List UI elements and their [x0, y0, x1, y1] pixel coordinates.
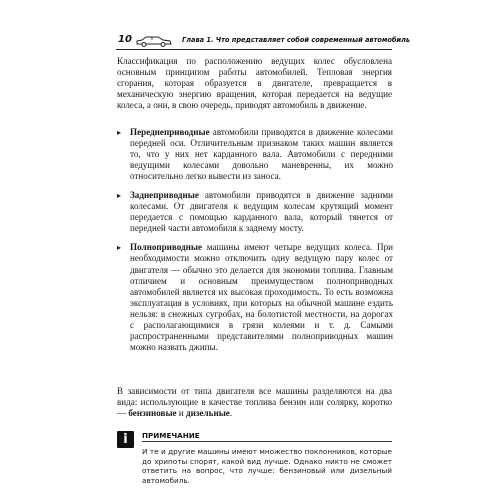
outro-text: В зависимости от типа двигателя все машины разделяются на два вида: использующие в качестве топлива бензин или солярку, коротко —	[117, 386, 392, 419]
list-item-rear-wheel-drive	[117, 190, 393, 234]
bullet-text: автомобили приводятся в движение колесами передней оси. Отличительным признаком таких машин является то, что у них нет карданного вала. Автомобили с передними ведущими колесами довольно маневренны, их можно относительно легко вывести из заноса.	[130, 127, 393, 182]
bullet-term: Переднеприводные	[130, 127, 210, 137]
note-divider	[142, 441, 392, 442]
note-text: И те и другие машины имеют множество поклонников, которые до хрипоты спорят, какой вид лучше. Однако никто не сможет ответить на вопрос, что лучше: бензиновый или дизельный автомобиль.	[142, 447, 392, 485]
list-item-front-wheel-drive	[117, 127, 393, 182]
term-gasoline: бензиновые	[128, 408, 177, 419]
bullet-text: автомобили приводятся в движение задними колесами. От двигателя к ведущим колесам крутящий момент передается с помощью карданного вала, который тянется от передней части автомобиля к заднему мосту.	[130, 190, 393, 234]
note-title: ПРИМЕЧАНИЕ	[142, 431, 200, 440]
bullet-arrow-icon: ▸	[117, 191, 122, 201]
bullet-arrow-icon: ▸	[117, 128, 122, 137]
info-i-icon	[117, 431, 134, 448]
outro-middle: и	[176, 408, 187, 419]
bullet-term: Заднеприводные	[130, 190, 199, 201]
engine-type-paragraph	[117, 386, 392, 419]
note-icon-glyph: i	[123, 432, 128, 447]
bullet-text: машины имеют четыре ведущих колеса. При необходимости можно отключить одну ведущую пару колес от двигателя — обычно это делается для экономии топлива. Главным отличием и основным преимуществом полноприводных автомобилей является их высокая проходимость. То есть возможна эксплуатация в условиях, при которых на обычной машине ездить нельзя: в снежных сугробах, на болотистой местности, на дорогах с располагающимися в грязи колеями и т. д. Самыми распространенными представителями полноприводных машин можно назвать джипы.	[130, 242, 393, 352]
term-diesel: дизельные	[186, 408, 230, 419]
chapter-title: Глава 1. Что представляет собой современный автомобиль	[182, 36, 411, 44]
intro-paragraph: Классификация по расположению ведущих колес обусловлена основным принципом работы автомобилей. Тепловая энергия сгорания, которая образуется в двигателе, превращается в механическую энергию вращения, которая передается на ведущие колеса, а они, в свою очередь, приводят автомобиль в движение.	[117, 56, 392, 111]
bullet-term: Полноприводные	[130, 242, 203, 253]
bullet-arrow-icon: ▸	[117, 243, 122, 253]
header-divider	[116, 49, 392, 50]
page-header	[118, 34, 411, 48]
car-icon	[134, 35, 174, 47]
page-number: 10	[118, 34, 132, 45]
drive-type-list	[117, 127, 393, 361]
outro-end: .	[229, 408, 233, 419]
list-item-all-wheel-drive	[117, 242, 393, 352]
